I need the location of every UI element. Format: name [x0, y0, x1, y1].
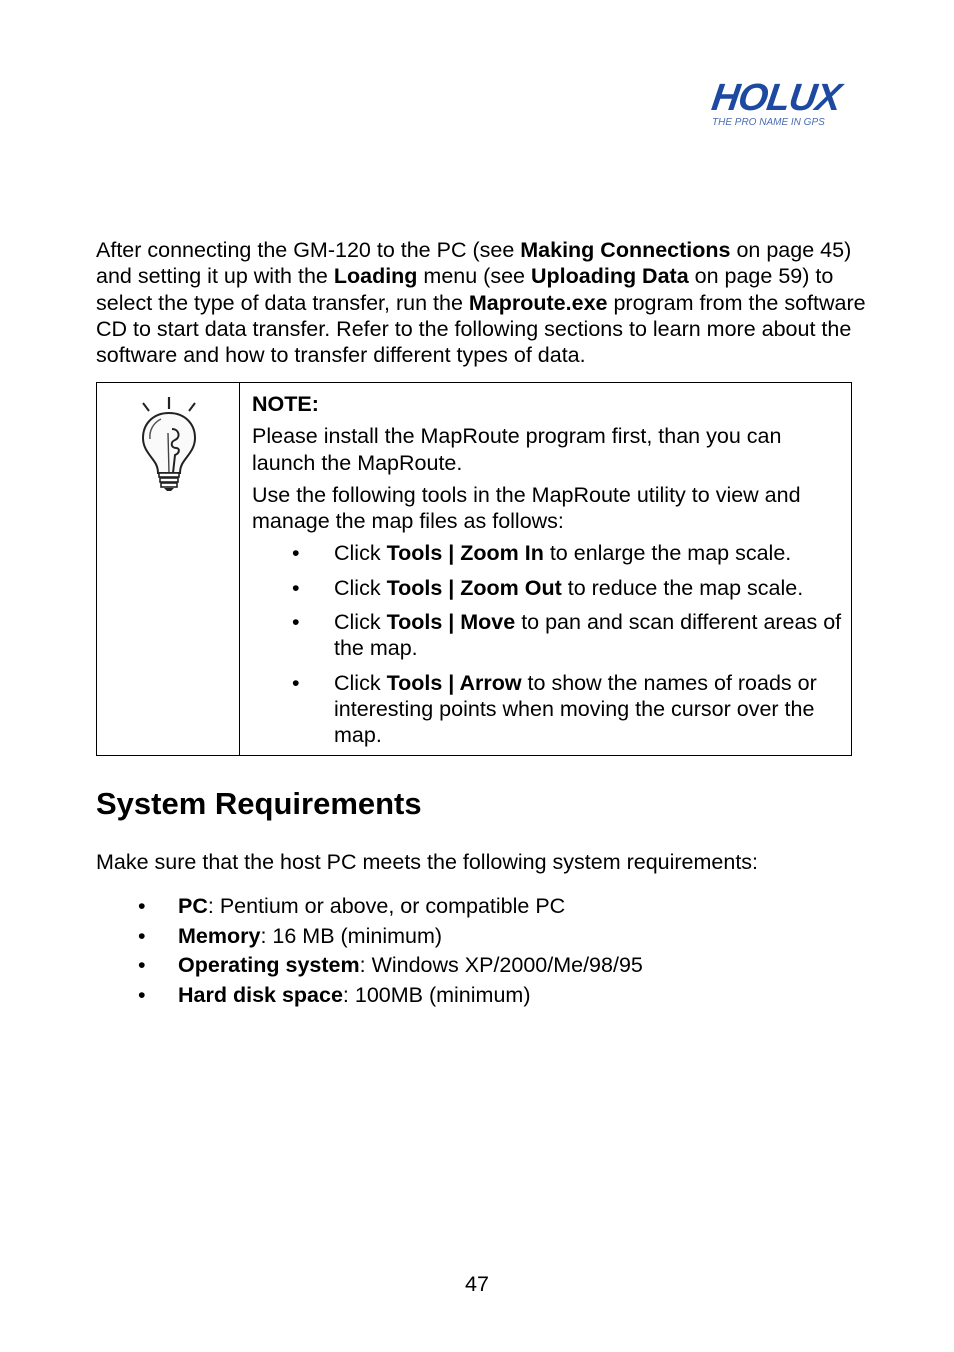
- item-text: to show the names of roads or interesting points when moving the cursor over the map.: [334, 670, 817, 748]
- item-text: to reduce the map scale.: [561, 575, 804, 600]
- bullet-icon: •: [138, 894, 146, 918]
- requirement-value: : 100MB (minimum): [342, 982, 531, 1007]
- intro-text: on page 45) and setting it up with the: [96, 238, 852, 289]
- item-text: Click: [334, 541, 387, 566]
- note-paragraph-install: Please install the MapRoute program first, than you can launch the MapRoute.: [252, 424, 782, 475]
- intro-bold: Maproute.exe: [468, 290, 608, 315]
- section-title: System Requirements: [96, 786, 422, 821]
- item-command: Tools | Zoom Out: [386, 575, 562, 600]
- logo-wordmark: HOLUX: [709, 77, 843, 119]
- item-command: Tools | Arrow: [386, 670, 522, 695]
- note-paragraph-tools: Use the following tools in the MapRoute utility to view and manage the map files as follows:: [252, 482, 801, 534]
- intro-text: menu (see: [417, 264, 531, 289]
- list-item: [252, 575, 842, 601]
- bullet-icon: •: [292, 541, 300, 566]
- bullet-icon: •: [292, 610, 300, 635]
- requirement-label: Hard disk space: [178, 982, 343, 1007]
- item-text: to enlarge the map scale.: [543, 541, 792, 566]
- item-text: Click: [334, 610, 387, 635]
- requirement-label: Operating system: [178, 953, 360, 978]
- list-item: [96, 922, 643, 952]
- list-item: [252, 670, 842, 749]
- intro-bold: Uploading Data: [530, 264, 689, 289]
- item-text: Click: [334, 670, 387, 695]
- requirement-label: Memory: [178, 923, 261, 948]
- item-command: Tools | Zoom In: [386, 541, 544, 566]
- list-item: [252, 609, 842, 662]
- intro-text: program from the software CD to start data transfer. Refer to the following sections to learn more about the software and how to transfer different types of data.: [96, 290, 866, 368]
- intro-paragraph: [96, 237, 866, 368]
- note-divider: [239, 383, 240, 755]
- list-item: [96, 892, 643, 922]
- bullet-icon: •: [292, 670, 300, 695]
- lightbulb-icon: [135, 393, 203, 493]
- list-item: [96, 951, 643, 981]
- list-item: [96, 981, 643, 1011]
- bullet-icon: •: [292, 575, 300, 600]
- item-text: Click: [334, 575, 387, 600]
- requirement-value: : 16 MB (minimum): [260, 923, 443, 948]
- bullet-icon: •: [138, 982, 146, 1007]
- requirements-list: [96, 892, 643, 1010]
- list-item: [252, 540, 842, 566]
- requirements-intro: Make sure that the host PC meets the following system requirements:: [96, 850, 759, 874]
- intro-bold: Making Connections: [520, 238, 731, 262]
- intro-bold: Loading: [333, 264, 418, 289]
- note-box: [96, 382, 852, 756]
- requirement-value: : Pentium or above, or compatible PC: [207, 894, 566, 918]
- page-number: 47: [465, 1272, 489, 1296]
- logo-tagline: THE PRO NAME IN GPS: [712, 117, 825, 128]
- bullet-icon: •: [138, 923, 146, 948]
- tools-list: [252, 540, 842, 748]
- intro-text: on page 59) to select the type of data transfer, run the: [96, 264, 834, 315]
- item-text: to pan and scan different areas of the map.: [334, 610, 842, 661]
- note-content: [252, 391, 842, 757]
- requirement-value: : Windows XP/2000/Me/98/95: [359, 953, 643, 978]
- requirement-label: PC: [178, 894, 208, 918]
- bullet-icon: •: [138, 953, 146, 978]
- holux-logo: [708, 76, 848, 136]
- item-command: Tools | Move: [386, 610, 516, 635]
- intro-text: After connecting the GM-120 to the PC (see: [96, 238, 521, 262]
- note-title: NOTE:: [252, 392, 319, 416]
